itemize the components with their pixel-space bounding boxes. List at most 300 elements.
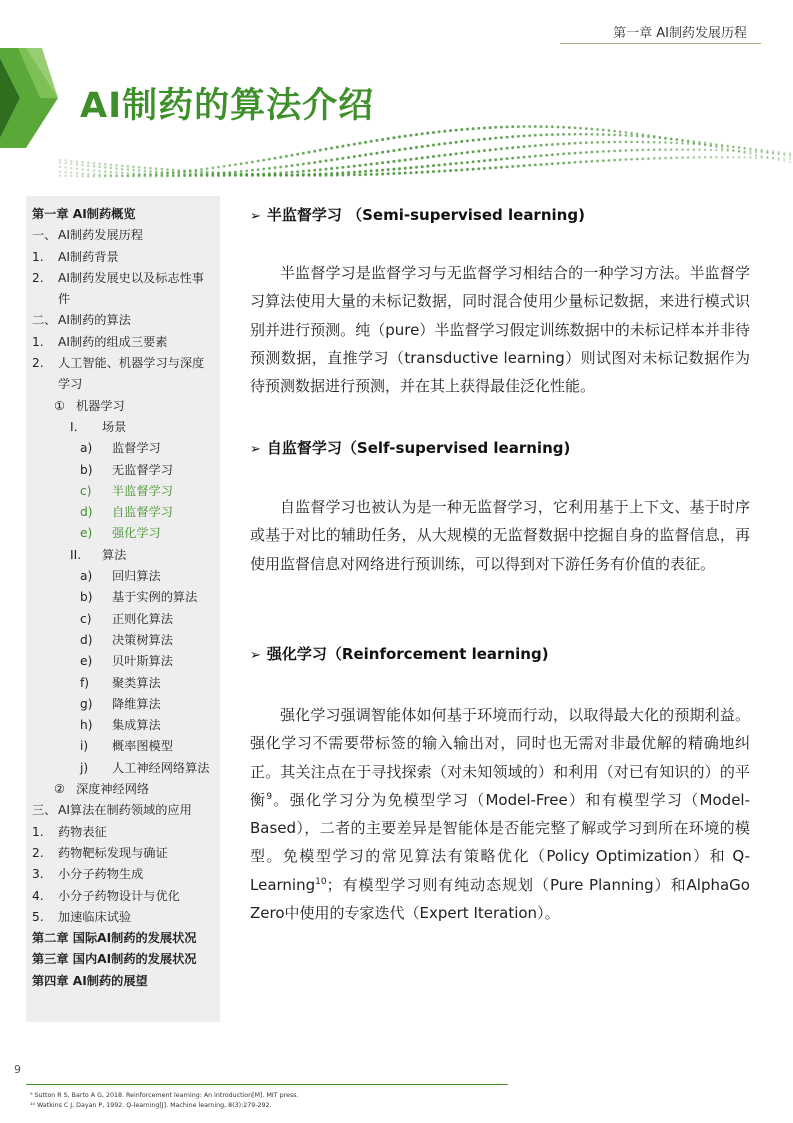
wave-dot: [455, 152, 458, 155]
wave-dot: [540, 154, 543, 157]
toc-item-label: 半监督学习: [112, 483, 173, 498]
wave-dot: [710, 145, 712, 147]
wave-dot: [636, 149, 639, 152]
wave-dot: [200, 168, 203, 171]
toc-item[interactable]: [32, 396, 220, 417]
wave-dot: [98, 163, 101, 166]
wave-dot: [483, 126, 486, 129]
wave-dot: [693, 156, 696, 159]
wave-dot: [778, 151, 780, 153]
wave-dot: [574, 161, 577, 164]
wave-dot: [789, 155, 791, 157]
toc-item-label: 聚类算法: [112, 675, 161, 690]
toc-sidebar: [26, 196, 220, 1022]
wave-dot: [755, 149, 757, 151]
wave-dot: [353, 143, 356, 146]
wave-dot: [341, 157, 344, 160]
wave-dot: [398, 167, 401, 170]
toc-item-label: 小分子药物设计与优化: [58, 888, 180, 903]
wave-dot: [426, 165, 429, 168]
wave-dot: [172, 174, 175, 177]
wave-dot: [670, 148, 673, 151]
wave-dot: [211, 167, 214, 170]
wave-dot: [302, 163, 305, 166]
wave-dot: [70, 163, 72, 165]
wave-dot: [81, 172, 84, 175]
wave-dot: [200, 173, 203, 176]
toc-item[interactable]: [32, 673, 220, 694]
wave-dot: [149, 170, 152, 173]
wave-dot: [257, 160, 260, 163]
wave-dot: [494, 126, 497, 129]
wave-dot: [296, 170, 299, 173]
wave-dot: [743, 151, 745, 153]
wave-dot: [381, 161, 384, 164]
wave-dot: [625, 149, 628, 152]
wave-dot: [387, 150, 390, 153]
wave-dot: [274, 157, 277, 160]
wave-dot: [217, 172, 220, 175]
wave-dot: [449, 163, 452, 166]
wave-dot: [387, 168, 390, 171]
wave-dot: [64, 159, 66, 161]
toc-item[interactable]: [32, 843, 220, 864]
toc-item[interactable]: [32, 310, 220, 331]
wave-dot: [743, 147, 745, 149]
wave-dot: [257, 168, 260, 171]
wave-dot: [596, 160, 599, 163]
wave-dot: [172, 171, 175, 174]
wave-dot: [144, 170, 147, 173]
wave-dot: [279, 172, 282, 175]
wave-dot: [664, 137, 667, 140]
toc-item-number: 1.: [32, 824, 44, 839]
wave-dot: [534, 155, 537, 158]
wave-dot: [251, 161, 254, 164]
wave-dot: [466, 139, 469, 142]
wave-dot: [330, 167, 333, 170]
toc-item[interactable]: [32, 353, 220, 396]
toc-item-number: ①: [54, 398, 65, 413]
wave-dot: [223, 172, 226, 175]
toc-item-number: 2.: [32, 845, 44, 860]
wave-dot: [409, 147, 412, 150]
wave-dot: [721, 147, 723, 149]
wave-dot: [693, 142, 696, 145]
footnote-9: ⁹ Sutton R S, Barto A G, 2018. Reinforcement learning: An introduction[M]. MIT press.: [30, 1092, 299, 1099]
wave-dot: [477, 127, 480, 130]
toc-item[interactable]: [32, 928, 220, 949]
footnote-ref-10[interactable]: 10: [315, 876, 327, 887]
wave-dot: [540, 163, 543, 166]
wave-dot: [313, 173, 316, 176]
wave-dot: [783, 152, 785, 154]
wave-dot: [302, 173, 305, 176]
wave-dot: [574, 142, 577, 145]
wave-dot: [715, 146, 717, 148]
toc-item[interactable]: [32, 630, 220, 651]
wave-dot: [766, 156, 768, 158]
wave-dot: [585, 141, 588, 144]
wave-dot: [161, 175, 164, 178]
wave-dot: [409, 166, 412, 169]
wave-dot: [262, 159, 265, 162]
toc-item-number: 二、: [32, 313, 57, 328]
wave-dot: [319, 168, 322, 171]
toc-item[interactable]: [32, 247, 220, 268]
wave-dot: [313, 150, 316, 153]
page-title: AI制药的算法介绍: [80, 86, 375, 126]
wave-dot: [279, 166, 282, 169]
wave-dot: [619, 141, 622, 144]
wave-dot: [381, 151, 384, 154]
toc-item-number: c): [80, 611, 92, 626]
wave-dot: [336, 166, 339, 169]
wave-dot: [625, 134, 628, 137]
wave-dot: [353, 171, 356, 174]
wave-dot: [104, 170, 107, 173]
wave-dot: [636, 133, 639, 136]
wave-dot: [438, 154, 441, 157]
wave-dot: [676, 142, 679, 145]
wave-dot: [460, 140, 463, 143]
wave-dot: [574, 133, 577, 136]
toc-item-label: 强化学习: [112, 526, 161, 541]
wave-dot: [715, 149, 717, 151]
wave-dot: [415, 146, 418, 149]
section-heading-self-supervised: ➢ 自监督学习（Self-supervised learning): [250, 439, 571, 457]
section-heading-semi-supervised: ➢ 半监督学习 （Semi-supervised learning): [250, 206, 585, 224]
toc-item-number: 一、: [32, 228, 57, 243]
wave-dot: [528, 134, 531, 137]
toc-item[interactable]: [32, 864, 220, 885]
wave-dot: [325, 148, 328, 151]
toc-item[interactable]: [32, 587, 220, 608]
wave-dot: [511, 157, 514, 160]
wave-dot: [87, 169, 90, 172]
wave-dot: [472, 127, 475, 130]
wave-dot: [336, 146, 339, 149]
wave-dot: [534, 134, 537, 137]
wave-dot: [409, 158, 412, 161]
toc-item[interactable]: [32, 715, 220, 736]
toc-item[interactable]: [32, 417, 220, 438]
wave-dot: [166, 172, 169, 175]
wave-dot: [557, 143, 560, 146]
toc-item[interactable]: [32, 460, 220, 481]
wave-dot: [460, 128, 463, 131]
wave-dot: [375, 162, 378, 165]
wave-dot: [664, 148, 667, 151]
wave-dot: [381, 169, 384, 172]
toc-item-label: 小分子药物生成: [58, 867, 144, 882]
wave-dot: [449, 141, 452, 144]
toc-item[interactable]: [32, 822, 220, 843]
wave-dot: [87, 164, 90, 167]
wave-dot: [749, 156, 751, 158]
wave-dot: [426, 132, 429, 135]
wave-dot: [506, 126, 509, 129]
wave-dot: [291, 171, 294, 174]
wave-dot: [200, 171, 203, 174]
wave-dot: [483, 138, 486, 141]
wave-dot: [778, 159, 780, 161]
wave-dot: [166, 168, 169, 171]
wave-dot: [81, 168, 84, 171]
toc-item[interactable]: [32, 694, 220, 715]
wave-dot: [579, 127, 582, 130]
wave-dot: [387, 137, 390, 140]
wave-dot: [438, 130, 441, 133]
wave-dot: [743, 156, 745, 158]
wave-dot: [738, 146, 740, 148]
wave-dot: [370, 140, 373, 143]
wave-dot: [579, 133, 582, 136]
wave-dot: [749, 148, 751, 150]
wave-dot: [341, 145, 344, 148]
footnotes: [30, 1091, 299, 1110]
wave-dot: [761, 150, 763, 152]
toc-item[interactable]: [32, 225, 220, 246]
wave-dot: [608, 141, 611, 144]
toc-item-number: i): [80, 739, 89, 754]
wave-dot: [409, 134, 412, 137]
wave-dot: [132, 169, 135, 172]
paragraph-semi-supervised: 半监督学习是监督学习与无监督学习相结合的一种学习方法。半监督学习算法使用大量的未标记数据，同时混合使用少量标记数据，来进行模式识别并进行预测。纯（pure）半监督学习假定训练数据中的未标记样本并非待预测数据，直推学习（transductive learning）则试图对未标记数据作为待预测数据进行预测，并在其上获得最佳泛化性能。: [250, 264, 750, 396]
wave-dot: [630, 149, 633, 152]
toc-item-number: c): [80, 483, 92, 498]
wave-dot: [738, 156, 740, 158]
toc-item[interactable]: [32, 502, 220, 523]
wave-dot: [64, 166, 66, 168]
wave-dot: [545, 125, 548, 128]
wave-dot: [625, 158, 628, 161]
toc-item-number: I.: [70, 419, 78, 434]
wave-dot: [353, 173, 356, 176]
toc-item[interactable]: [32, 907, 220, 928]
wave-dot: [421, 171, 424, 174]
wave-dot: [568, 133, 571, 136]
wave-dot: [127, 174, 130, 177]
toc-item-label: AI算法在制药领域的应用: [58, 803, 192, 818]
toc-item[interactable]: [32, 332, 220, 353]
toc-item[interactable]: [32, 268, 220, 311]
wave-dot: [783, 157, 785, 159]
toc-item[interactable]: [32, 566, 220, 587]
wave-dot: [772, 157, 774, 159]
wave-dot: [591, 141, 594, 144]
wave-dot: [642, 133, 645, 136]
wave-dot: [562, 126, 565, 129]
wave-dot: [647, 134, 650, 137]
toc-item[interactable]: [32, 886, 220, 907]
wave-dot: [415, 157, 418, 160]
wave-dot: [81, 161, 84, 164]
toc-item-number: 5.: [32, 909, 44, 924]
wave-dot: [455, 141, 458, 144]
wave-dot: [585, 133, 588, 136]
wave-dot: [523, 125, 526, 128]
wave-dot: [449, 153, 452, 156]
wave-dot: [772, 152, 774, 154]
wave-dot: [528, 125, 531, 128]
wave-dot: [653, 135, 656, 138]
toc-item[interactable]: [32, 651, 220, 672]
wave-dot: [630, 141, 633, 144]
wave-dot: [76, 160, 78, 162]
wave-dot: [500, 166, 503, 169]
wave-dot: [370, 173, 373, 176]
wave-dot: [517, 125, 520, 128]
wave-dot: [274, 166, 277, 169]
wave-dot: [460, 152, 463, 155]
wave-dot: [398, 159, 401, 162]
wave-dot: [596, 128, 599, 131]
toc-item[interactable]: [32, 204, 220, 225]
wave-dot: [330, 172, 333, 175]
wave-dot: [245, 174, 248, 177]
wave-dot: [585, 151, 588, 154]
toc-item-label: 基于实例的算法: [112, 590, 198, 605]
wave-dot: [76, 168, 78, 170]
wave-dot: [557, 153, 560, 156]
wave-dot: [353, 155, 356, 158]
wave-dot: [375, 173, 378, 176]
toc-item[interactable]: [32, 779, 220, 800]
wave-dot: [602, 150, 605, 153]
wave-dot: [285, 155, 288, 158]
wave-dot: [517, 165, 520, 168]
wave-dot: [511, 125, 514, 128]
wave-dot: [308, 151, 311, 154]
wave-dot: [704, 156, 706, 158]
wave-dot: [132, 174, 135, 177]
toc-item[interactable]: [32, 736, 220, 757]
wave-dot: [721, 156, 723, 158]
wave-dot: [534, 164, 537, 167]
wave-dot: [721, 144, 723, 146]
wave-dot: [710, 142, 712, 144]
wave-dot: [653, 157, 656, 160]
wave-dot: [647, 149, 650, 152]
wave-dot: [659, 157, 662, 160]
footnote-ref-9[interactable]: 9: [266, 791, 273, 802]
wave-dot: [619, 158, 622, 161]
toc-item-label: AI制药发展史以及标志性事件: [58, 270, 204, 307]
wave-dot: [364, 163, 367, 166]
toc-item[interactable]: [32, 971, 220, 992]
toc-item-number: b): [80, 590, 93, 605]
wave-dot: [206, 167, 209, 170]
toc-item[interactable]: [32, 800, 220, 821]
wave-dot: [70, 160, 72, 162]
wave-dot: [783, 154, 785, 156]
wave-dot: [500, 126, 503, 129]
wave-dot: [59, 159, 61, 161]
wave-dot: [551, 143, 554, 146]
wave-dot: [98, 175, 101, 178]
wave-dot: [596, 133, 599, 136]
wave-dot: [240, 170, 243, 173]
wave-dot: [721, 149, 723, 151]
wave-dot: [659, 148, 662, 151]
wave-dot: [161, 168, 164, 171]
wave-dot: [313, 161, 316, 164]
wave-dot: [789, 152, 791, 154]
wave-dot: [228, 164, 231, 167]
wave-dot: [613, 159, 616, 162]
toc-item[interactable]: [32, 438, 220, 459]
wave-dot: [132, 166, 135, 169]
wave-dot: [296, 163, 299, 166]
wave-dot: [81, 164, 84, 167]
wave-dot: [545, 163, 548, 166]
section-heading-reinforcement: ➢ 强化学习（Reinforcement learning): [250, 645, 549, 663]
toc-item[interactable]: [32, 758, 220, 779]
wave-dot: [325, 172, 328, 175]
footnote-divider: [26, 1084, 508, 1085]
wave-dot: [551, 162, 554, 165]
wave-dot: [494, 166, 497, 169]
wave-dot: [392, 172, 395, 175]
wave-dot: [313, 169, 316, 172]
wave-dot: [698, 143, 700, 145]
wave-dot: [613, 150, 616, 153]
wave-dot: [353, 165, 356, 168]
wave-dot: [676, 139, 679, 142]
wave-dot: [296, 153, 299, 156]
toc-item[interactable]: [32, 523, 220, 544]
toc-item[interactable]: [32, 609, 220, 630]
wave-dot: [727, 145, 729, 147]
wave-dot: [511, 146, 514, 149]
wave-dot: [477, 167, 480, 170]
wave-dot: [466, 128, 469, 131]
toc-item-label: 回归算法: [112, 569, 161, 584]
wave-dot: [370, 153, 373, 156]
wave-dot: [523, 156, 526, 159]
wave-dot: [183, 170, 186, 173]
wave-dot: [506, 166, 509, 169]
wave-dot: [608, 133, 611, 136]
wave-dot: [138, 166, 141, 169]
arrow-bullet-icon: ➢: [250, 209, 261, 224]
wave-dot: [789, 157, 791, 159]
toc-item[interactable]: [32, 949, 220, 970]
wave-dot: [398, 172, 401, 175]
toc-item-number: 2.: [32, 270, 44, 285]
wave-dot: [659, 141, 662, 144]
wave-dot: [115, 171, 118, 174]
wave-dot: [500, 136, 503, 139]
wave-dot: [93, 175, 96, 178]
wave-dot: [500, 158, 503, 161]
wave-dot: [438, 170, 441, 173]
toc-item-label: 第四章 AI制药的展望: [32, 973, 148, 988]
wave-dot: [755, 156, 757, 158]
wave-dot: [387, 172, 390, 175]
toc-item[interactable]: [32, 545, 220, 566]
wave-dot: [466, 151, 469, 154]
toc-item-number: f): [80, 675, 90, 690]
wave-dot: [189, 169, 192, 172]
toc-item[interactable]: [32, 481, 220, 502]
wave-dot: [93, 165, 96, 168]
wave-dot: [710, 149, 712, 151]
wave-dot: [341, 171, 344, 174]
wave-dot: [121, 165, 124, 168]
wave-dot: [291, 174, 294, 177]
